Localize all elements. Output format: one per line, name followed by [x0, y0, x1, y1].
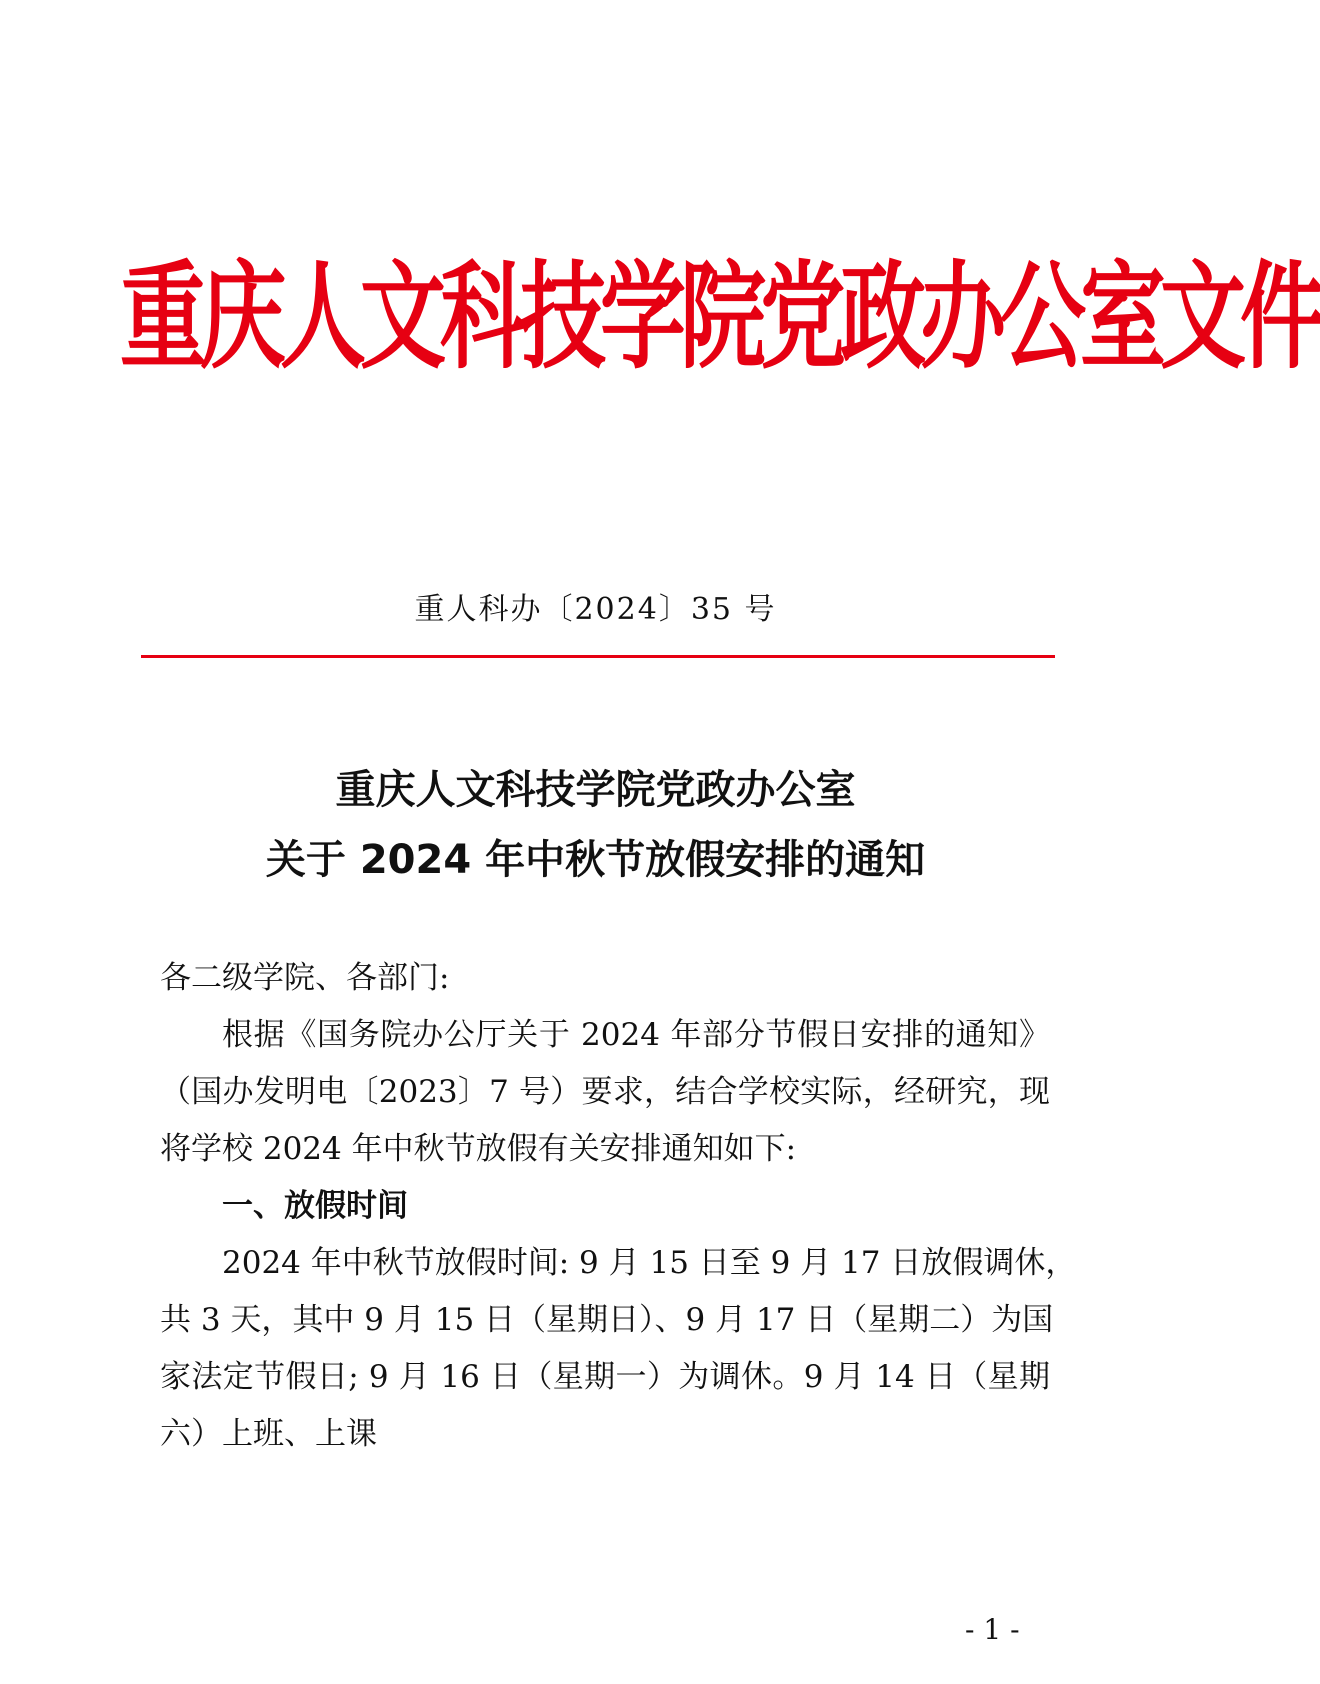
- paragraph-line: 共 3 天，其中 9 月 15 日（星期日）、9 月 17 日（星期二）为国: [160, 1302, 1054, 1338]
- page-number: - 1 -: [965, 1613, 1020, 1646]
- document-header-title: 重庆人文科技学院党政办公室文件: [120, 250, 1320, 386]
- paragraph-line: 根据《国务院办公厅关于 2024 年部分节假日安排的通知》: [222, 1017, 1050, 1053]
- paragraph-line: 将学校 2024 年中秋节放假有关安排通知如下:: [160, 1131, 797, 1167]
- red-separator-line: [141, 655, 1055, 658]
- notice-title-line-2: 关于 2024 年中秋节放假安排的通知: [265, 837, 926, 883]
- salutation: 各二级学院、各部门:: [160, 960, 450, 996]
- paragraph-line: 2024 年中秋节放假时间: 9 月 15 日至 9 月 17 日放假调休，: [222, 1245, 1077, 1281]
- paragraph-line: （国办发明电〔2023〕7 号）要求，结合学校实际，经研究，现: [160, 1074, 1050, 1110]
- section-heading: 一、放假时间: [222, 1188, 408, 1224]
- notice-title-line-1: 重庆人文科技学院党政办公室: [335, 767, 856, 813]
- document-number: 重人科办〔2024〕35 号: [414, 592, 777, 627]
- paragraph-line: 家法定节假日; 9 月 16 日（星期一）为调休。9 月 14 日（星期: [160, 1359, 1050, 1395]
- paragraph-line: 六）上班、上课: [160, 1416, 377, 1452]
